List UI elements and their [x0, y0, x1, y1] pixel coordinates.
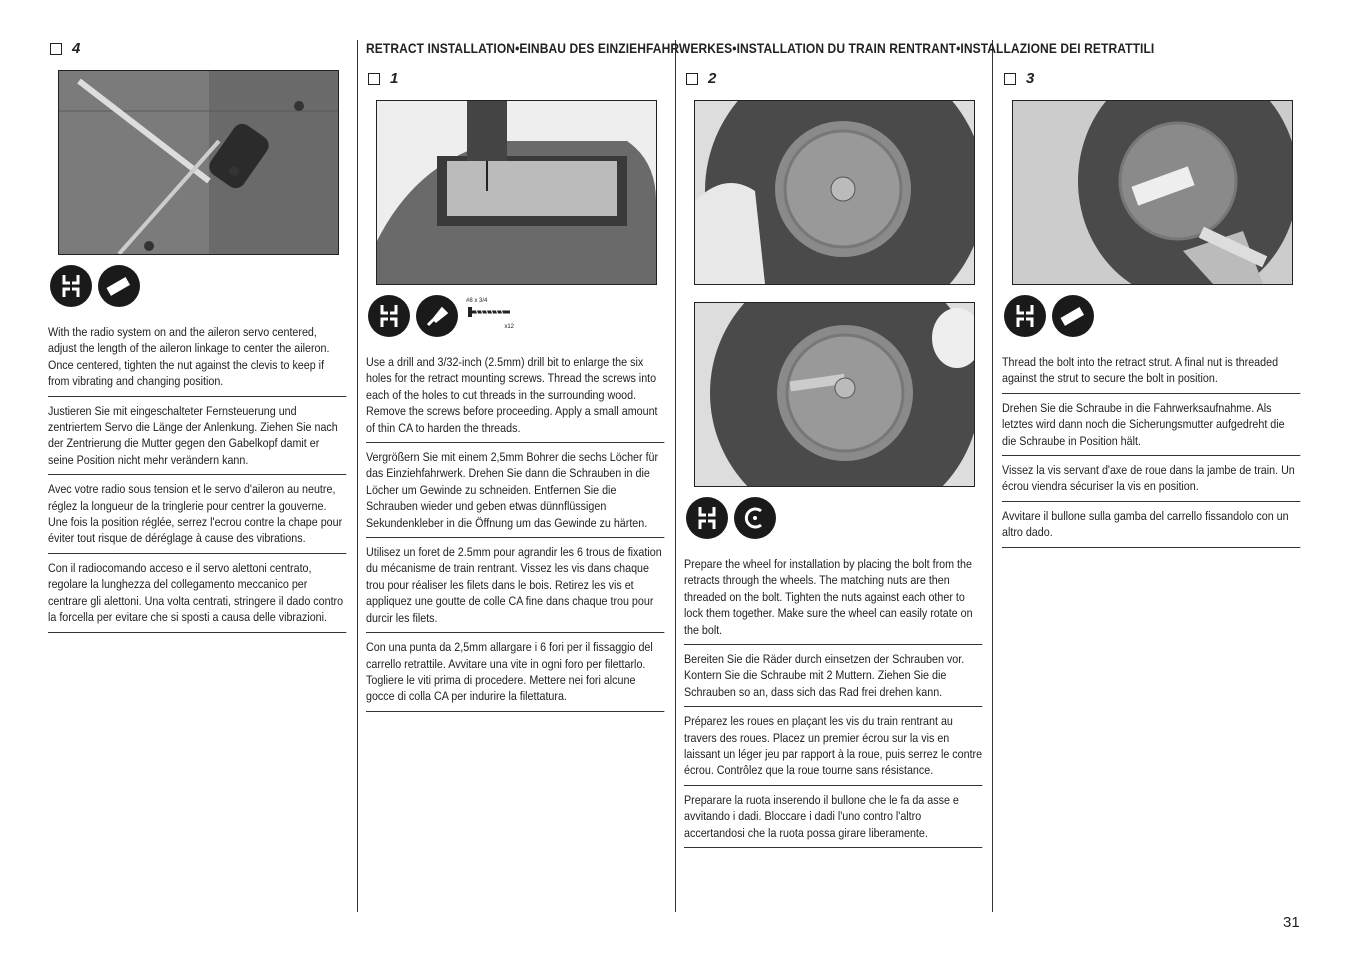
photo-wheel-front	[694, 100, 975, 285]
paragraph-fr: Utilisez un foret de 2.5mm pour agrandir les 6 trous de fixation du mécanisme de train rentrant. Vissez les vis dans chaque trou pour réaliser les filets dans le bois. Retirez les vis et appliquez une goutte de colle CA fine dans chaque trou pour durcir les filets.	[366, 538, 664, 633]
paragraph-de: Drehen Sie die Schraube in die Fahrwerksaufnahme. Als letztes wird dann noch die Sicherungsmutter aufgedreht die die Schraube in Position hält.	[1002, 394, 1300, 456]
photo-aileron-linkage-illustration	[59, 71, 338, 254]
paragraph-fr: Avec votre radio sous tension et le servo d'aileron au neutre, réglez la longueur de la tringlerie pour centrer la gouverne. Une fois la position réglée, serrez l'ecrou contre la chape pour éviter tout risque de déréglage à cause des vibrations.	[48, 475, 346, 554]
screw-qty-label: x12	[504, 324, 514, 330]
step-3-text	[1002, 348, 1302, 548]
paragraph-fr: Préparez les roues en plaçant les vis du train rentrant au travers des roues. Placez un premier écrou sur la vis en laissant un léger jeu par rapport à la roue, puis serrez le contre écrou. Contrôlez que la roue tourne sans résistance.	[684, 707, 982, 786]
step-number: 2	[708, 70, 717, 87]
screw-size-label: #8 x 3/4	[466, 298, 488, 304]
photo-drilling-holes	[376, 100, 657, 285]
step-4-text	[48, 318, 348, 633]
paragraph-de: Bereiten Sie die Räder durch einsetzen der Schrauben vor. Kontern Sie die Schraube mit 2 Muttern. Ziehen Sie die Schrauben so an, dass sich das Rad frei drehen kann.	[684, 645, 982, 707]
checkbox-icon[interactable]	[368, 73, 380, 85]
screw-icon	[466, 298, 516, 332]
pliers-icon	[686, 497, 728, 539]
paragraph-de: Vergrößern Sie mit einem 2,5mm Bohrer die sechs Löcher für das Einziehfahrwerk. Drehen Sie dann die Schrauben in die Löcher um Gewinde zu schneiden. Entfernen Sie die Schrauben wieder und geben etwas dünnflüssigen Sekundenkleber in die Öffnung um das Gewinde zu härten.	[366, 443, 664, 538]
paragraph-en: Use a drill and 3/32-inch (2.5mm) drill bit to enlarge the six holes for the retract mounting screws. Thread the screws into each of the holes to cut threads in the surrounding wood. Remove the screws before proceeding. Apply a small amount of thin CA to harden the threads.	[366, 348, 664, 443]
paragraph-it: Preparare la ruota inserendo il bullone che le fa da asse e avvitando i dadi. Bloccare i dadi l'uno contro l'altro accertandosi che la ruota possa girare liberamente.	[684, 786, 982, 848]
pliers-icon	[368, 295, 410, 337]
paragraph-it: Avvitare il bullone sulla gamba del carrello fissandolo con un altro dado.	[1002, 502, 1300, 548]
pliers-icon	[50, 265, 92, 307]
step-number: 3	[1026, 70, 1035, 87]
drill-icon	[416, 295, 458, 337]
paragraph-it: Con una punta da 2,5mm allargare i 6 fori per il fissaggio del carrello retrattile. Avvitare una vite in ogni foro per filettarlo. Togliere le viti prima di procedere. Mettere nei fori alcune gocce di colla CA per indurire la filettatura.	[366, 633, 664, 712]
tube-icon	[1052, 295, 1094, 337]
paragraph-it: Con il radiocomando acceso e il servo alettoni centrato, regolare la lunghezza del collegamento meccanico per centrare gli alettoni. Una volta centrati, stringere il dado contro la forcella per evitare che si sposti a causa delle vibrazioni.	[48, 554, 346, 633]
step-2-text	[684, 550, 984, 848]
photo-wheel-bolt	[694, 302, 975, 487]
paragraph-en: Thread the bolt into the retract strut. A final nut is threaded against the strut to secure the bolt in position.	[1002, 348, 1300, 394]
tube-icon	[98, 265, 140, 307]
pliers-icon	[1004, 295, 1046, 337]
checkbox-icon[interactable]	[686, 73, 698, 85]
wrench-icon	[734, 497, 776, 539]
photo-retract-strut	[1012, 100, 1293, 285]
checkbox-icon[interactable]	[50, 43, 62, 55]
column-divider	[992, 40, 993, 912]
column-divider	[357, 40, 358, 912]
paragraph-en: With the radio system on and the aileron servo centered, adjust the length of the aileron linkage to center the aileron. Once centered, tighten the nut against the clevis to keep if from vibrating and changing position.	[48, 318, 346, 397]
paragraph-en: Prepare the wheel for installation by placing the bolt from the retracts through the wheels. The matching nuts are then threaded on the bolt. Tighten the nuts against each other to lock them together. Make sure the wheel can easily rotate on the bolt.	[684, 550, 982, 645]
photo-aileron-linkage	[58, 70, 339, 255]
photo-retract-strut-illustration	[1013, 101, 1292, 284]
column-divider	[675, 40, 676, 912]
photo-drilling-holes-illustration	[377, 101, 656, 284]
step-1-text	[366, 348, 666, 712]
step-number: 1	[390, 70, 399, 87]
checkbox-icon[interactable]	[1004, 73, 1016, 85]
paragraph-de: Justieren Sie mit eingeschalteter Fernsteuerung und zentriertem Servo die Länge der Anlenkung. Ziehen Sie nach der Zentrierung die Mutter gegen den Gabelkopf damit er seine Position nicht mehr verändern kann.	[48, 397, 346, 476]
section-title: RETRACT INSTALLATION•EINBAU DES EINZIEHFAHRWERKES•INSTALLATION DU TRAIN RENTRANT•INSTALLAZIONE DEI RETRATTILI	[366, 40, 1155, 56]
photo-wheel-front-illustration	[695, 101, 974, 284]
step-1-header	[368, 70, 398, 87]
step-number: 4	[72, 40, 81, 57]
photo-wheel-bolt-illustration	[695, 303, 974, 486]
page-number: 31	[1283, 914, 1300, 931]
paragraph-fr: Vissez la vis servant d'axe de roue dans la jambe de train. Un écrou viendra sécuriser la vis en position.	[1002, 456, 1300, 502]
step-2-header	[686, 70, 716, 87]
step-4-header	[50, 40, 80, 57]
step-3-header	[1004, 70, 1034, 87]
